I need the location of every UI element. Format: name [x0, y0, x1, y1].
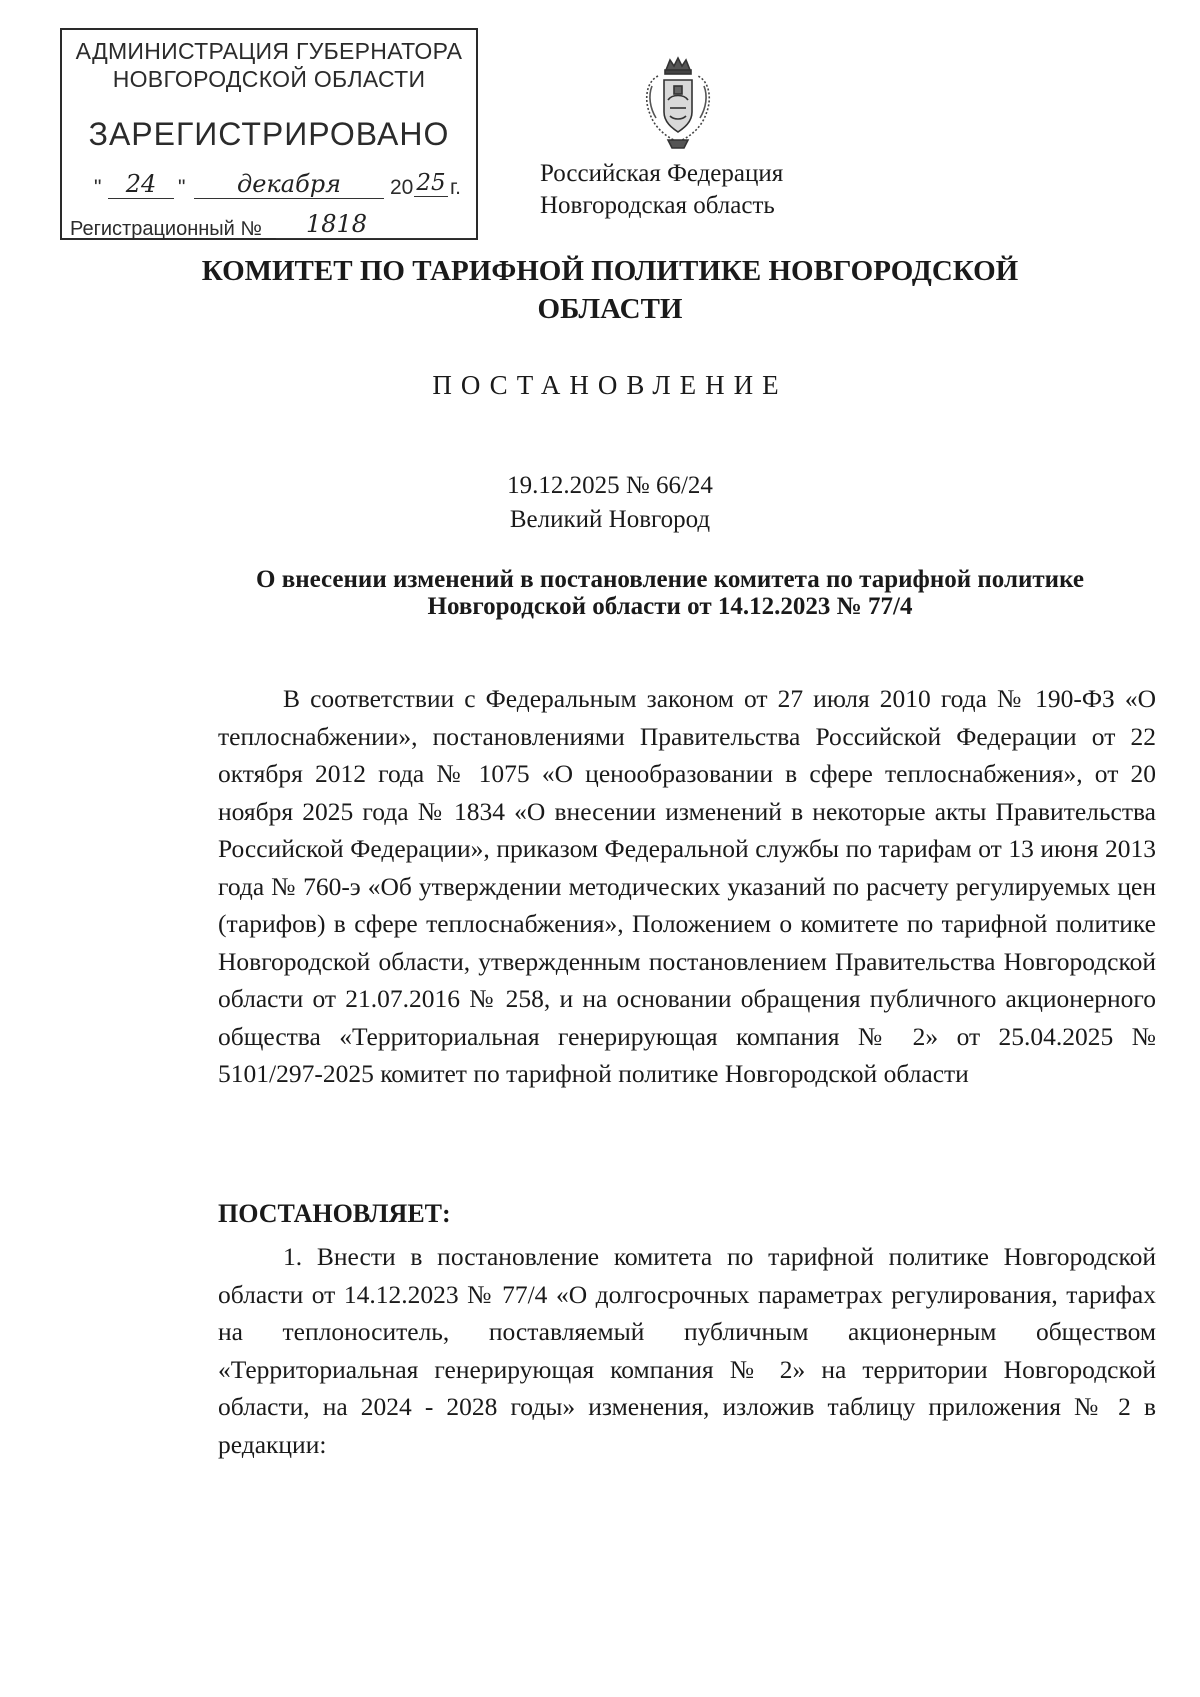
clause-1-paragraph: 1. Внести в постановление комитета по тарифной политике Новгородской области от 14.12.2023 № 77/4 «О долгосрочных параметрах регулирования, тарифах на теплоноситель, поставляемый публичным акционерным обществом «Территориальная генерирующая компания № 2» на территории Новгородской области, на 2024 - 2028 годы» изменения, изложив таблицу приложения № 2 в редакции: — [218, 1242, 1156, 1459]
stamp-registration-line — [70, 210, 470, 240]
stamp-quote-close: " — [178, 176, 186, 199]
stamp-date-line — [94, 170, 474, 204]
stamp-year-prefix: 20 — [390, 176, 414, 199]
stamp-year-unit: г. — [450, 176, 461, 199]
document-type: ПОСТАНОВЛЕНИЕ — [432, 370, 788, 400]
stamp-day: 24 — [108, 170, 174, 199]
stamp-administration-line: АДМИНИСТРАЦИЯ ГУБЕРНАТОРА — [75, 38, 463, 64]
preamble-paragraph: В соответствии с Федеральным законом от 27 июля 2010 года № 190-ФЗ «О теплоснабжении», постановлениями Правительства Российской Федерации от 22 октября 2012 года № 1075 «О ценообразовании в сфере теплоснабжения», от 20 ноября 2025 года № 1834 «О внесении изменений в некоторые акты Правительства Российской Федерации», приказом Федеральной службы по тарифам от 13 июня 2013 года № 760-э «Об утверждении методических указаний по расчету регулируемых цен (тарифов) в сфере теплоснабжения», Положением о комитете по тарифной политике Новгородской области, утвержденным постановлением Правительства Новгородской области от 21.07.2016 № 258, и на основании обращения публичного акционерного общества «Территориальная генерирующая компания № 2» от 25.04.2025 № 5101/297-2025 комитет по тарифной политике Новгородской области — [218, 684, 1156, 1088]
registration-stamp — [60, 28, 478, 240]
stamp-year-suffix: 25 — [414, 170, 448, 197]
stamp-region-line: НОВГОРОДСКОЙ ОБЛАСТИ — [112, 66, 426, 92]
document-number-date: 19.12.2025 № 66/24 — [507, 472, 713, 499]
region-name: Новгородская область — [540, 192, 775, 219]
organization-title: КОМИТЕТ ПО ТАРИФНОЙ ПОЛИТИКЕ НОВГОРОДСКОЙ ОБЛАСТИ — [201, 255, 1019, 325]
document-city: Великий Новгород — [509, 506, 711, 533]
decree-heading: ПОСТАНОВЛЯЕТ: — [218, 1199, 451, 1228]
coat-of-arms-icon — [640, 56, 716, 152]
country-name: Российская Федерация — [540, 160, 784, 187]
stamp-month: декабря — [194, 170, 384, 199]
preamble-section — [218, 680, 1156, 1093]
stamp-registered-label: ЗАРЕГИСТРИРОВАНО — [88, 116, 450, 152]
stamp-registration-number: 1818 — [276, 210, 470, 239]
clause-section — [218, 1238, 1156, 1463]
stamp-quote-open: " — [94, 176, 102, 199]
stamp-registration-label: Регистрационный № — [70, 218, 262, 240]
document-subject: О внесении изменений в постановление комитета по тарифной политике Новгородской области от 14.12.2023 № 77/4 — [256, 566, 1084, 620]
